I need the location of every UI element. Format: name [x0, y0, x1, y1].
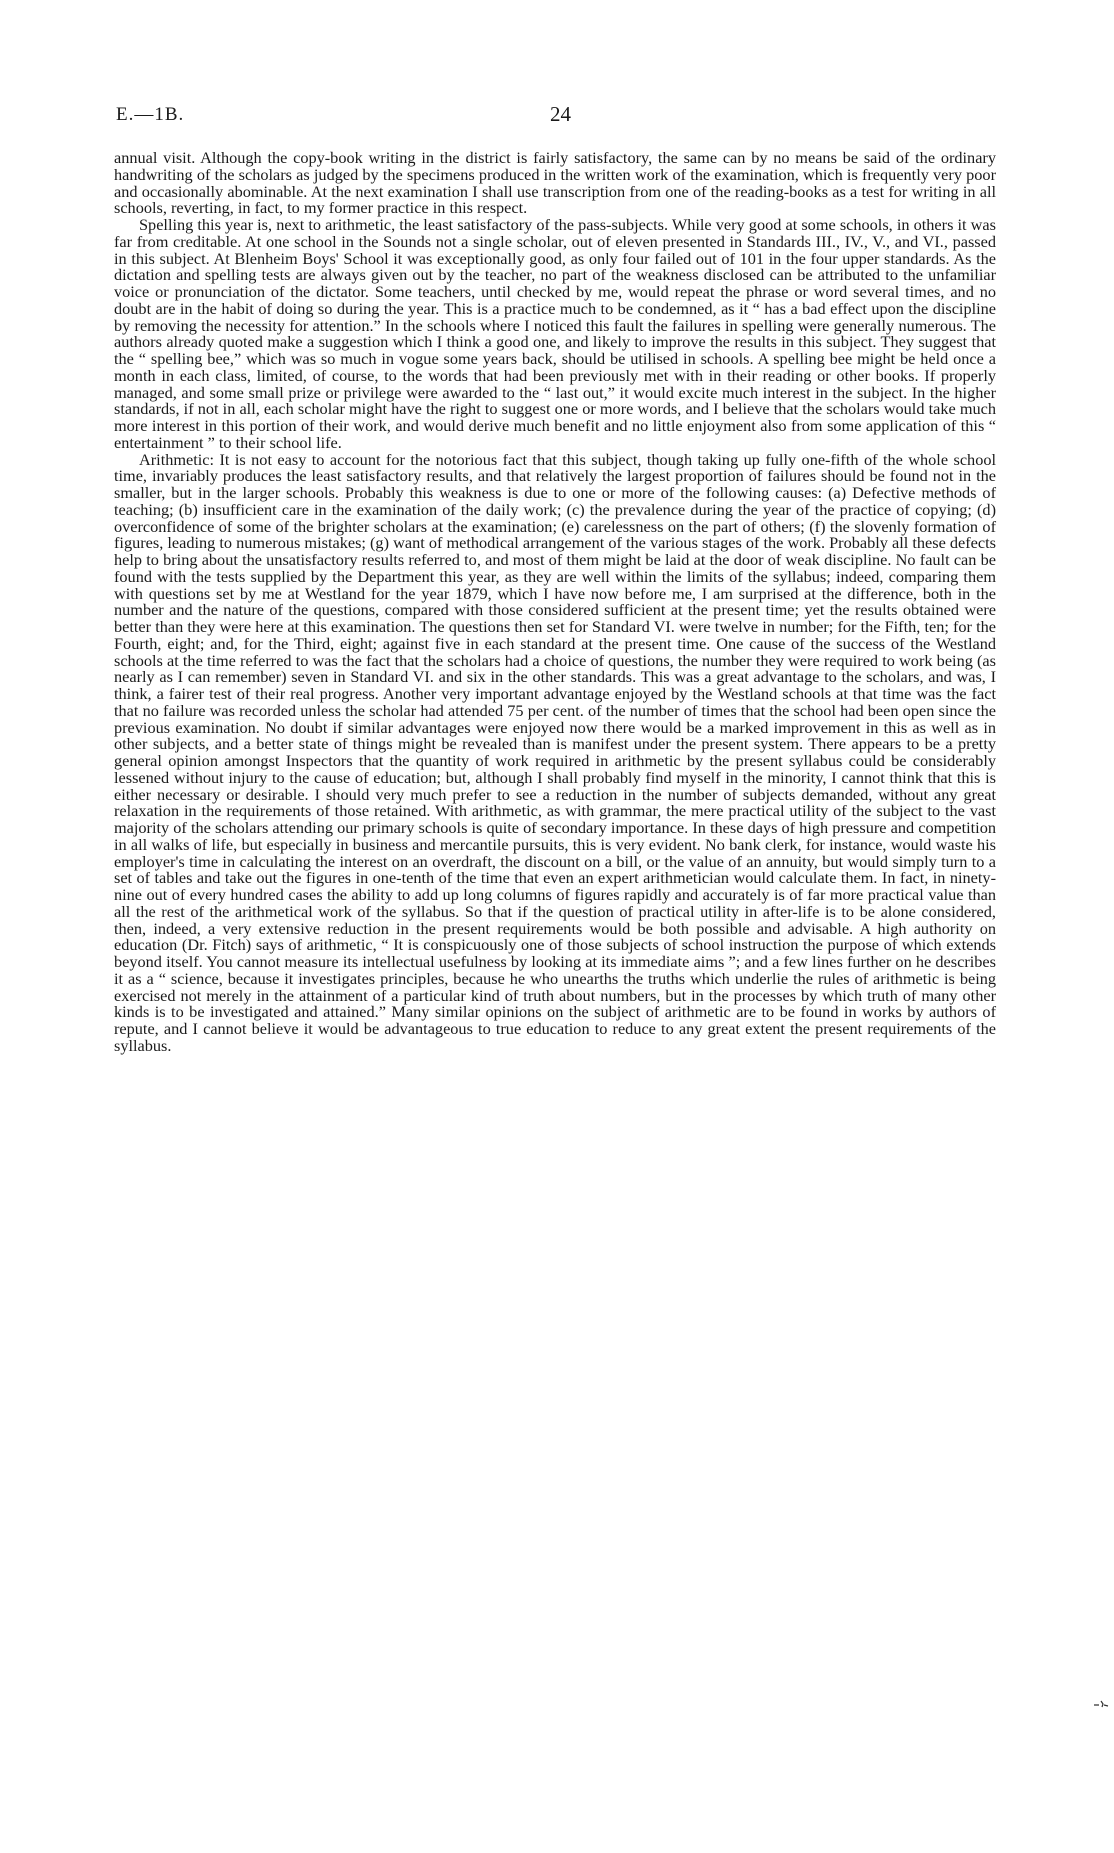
body-text [114, 150, 996, 1055]
paragraph-spelling: Spelling this year is, next to arithmetic, the least satisfactory of the pass-subjects. While very good at some schools, in others it was far from creditable. At one school in the Sounds not a single scholar, out of eleven presented in Standards III., IV., V., and VI., passed in this subject. At Blenheim Boys' School it was exceptionally good, as only four failed out of 101 in the four upper standards. As the dictation and spelling tests are always given out by the teacher, no part of the weakness disclosed can be attributed to the unfamiliar voice or pronunciation of the dictator. Some teachers, until checked by me, would repeat the phrase or word several times, and no doubt are in the habit of doing so during the year. This is a practice much to be condemned, as it “ has a bad effect upon the discipline by removing the necessity for attention.” In the schools where I noticed this fault the failures in spelling were generally numerous. The authors already quoted make a suggestion which I think a good one, and likely to improve the results in this subject. They suggest that the “ spelling bee,” which was so much in vogue some years back, should be utilised in schools. A spelling bee might be held once a month in each class, limited, of course, to the words that had been previously met with in their reading or other books. If properly managed, and some small prize or privilege were awarded to the “ last out,” it would excite much interest in the subject. In the higher standards, if not in all, each scholar might have the right to suggest one or more words, and I believe that the scholars would take much more interest in this portion of their work, and would derive much benefit and no little enjoyment also from some application of this “ entertainment ” to their school life. [114, 215, 996, 452]
page-header [116, 104, 996, 134]
document-reference: E.—1B. [116, 104, 185, 125]
paragraph-arithmetic: Arithmetic: It is not easy to account for the notorious fact that this subject, though taking up fully one-fifth of the whole school time, invariably produces the least satisfactory results, and that relatively the largest proportion of failures should be found not in the smaller, but in the larger schools. Probably this weakness is due to one or more of the following causes: (a) Defective methods of teaching; (b) insufficient care in the examination of the daily work; (c) the prevalence during the year of the practice of copying; (d) overconfidence of some of the brighter scholars at the examination; (e) carelessness on the part of others; (f) the slovenly formation of figures, leading to numerous mistakes; (g) want of methodical arrangement of the various stages of the work. Probably all these defects help to bring about the unsatisfactory results referred to, and most of them might be laid at the door of weak discipline. No fault can be found with the tests supplied by the Department this year, as they are well within the limits of the syllabus; indeed, comparing them with questions set by me at Westland for the year 1879, which I have now before me, I am surprised at the difference, both in the number and the nature of the questions, compared with those considered sufficient at the present time; yet the results obtained were better than they were here at this examination. The questions then set for Standard VI. were twelve in number; for the Fifth, ten; for the Fourth, eight; and, for the Third, eight; against five in each standard at the present time. One cause of the success of the Westland schools at the time referred to was the fact that the scholars had a choice of questions, the number they were required to work being (as nearly as I can remember) seven in Standard VI. and six in the other standards. This was a great advantage to the scholars, and was, I think, a fairer test of their real progress. Another very important advantage enjoyed by the Westland schools at that time was the fact that no failure was recorded unless the scholar had attended 75 per cent. of the number of times that the school had been open since the previous examination. No doubt if similar advantages were enjoyed now there would be a marked improvement in this as well as in other subjects, and a better state of things might be revealed than is manifest under the present system. There appears to be a pretty general opinion amongst Inspectors that the quantity of work required in arithmetic by the present syllabus could be considerably lessened without injury to the cause of education; but, although I shall probably find myself in the minority, I cannot think that this is either necessary or desirable. I should very much prefer to see a reduction in the number of subjects demanded, without any great relaxation in the requirements of those retained. With arithmetic, as with grammar, the mere practical utility of the subject to the vast majority of the scholars attending our primary schools is quite of secondary importance. In these days of high pressure and competition in all walks of life, but especially in business and mercantile pursuits, this is very evident. No bank clerk, for instance, would waste his employer's time in calculating the interest on an overdraft, the discount on a bill, or the value of an annuity, but would simply turn to a set of tables and take out the figures in one-tenth of the time that even an expert arithmetician would calculate them. In fact, in ninety-nine out of every hundred cases the ability to add up long columns of figures rapidly and accurately is of far more practical value than all the rest of the arithmetical work of the syllabus. So that if the question of practical utility in after-life is to be alone considered, then, indeed, a very extensive reduction in the present requirements would be both possible and advisable. A high authority on education (Dr. Fitch) says of arithmetic, “ It is conspicuously one of those subjects of school instruction the purpose of which extends beyond itself. You cannot measure its intellectual usefulness by looking at its immediate aims ”; and a few lines further on he describes it as a “ science, because it investigates principles, because he who unearths the truths which underlie the rules of arithmetic is being exercised not merely in the attainment of a particular kind of truth about numbers, but in the processes by which truth of many other kinds is to be investigated and attained.” Many similar opinions on the subject of arithmetic are to be found in works by authors of repute, and I cannot believe it would be advantageous to true education to reduce to any great extent the present requirements of the syllabus. [114, 449, 996, 1055]
paragraph-writing: annual visit. Although the copy-book writing in the district is fairly satisfactory, the same can by no means be said of the ordinary handwriting of the scholars as judged by the specimens produced in the written work of the examination, which is frequently very poor and occasionally abominable. At the next examination I shall use transcription from one of the reading-books as a test for writing in all schools, reverting, in fact, to my former practice in this respect. [114, 148, 996, 218]
page-number: 24 [550, 102, 571, 126]
ink-mark-icon [1093, 1699, 1109, 1711]
